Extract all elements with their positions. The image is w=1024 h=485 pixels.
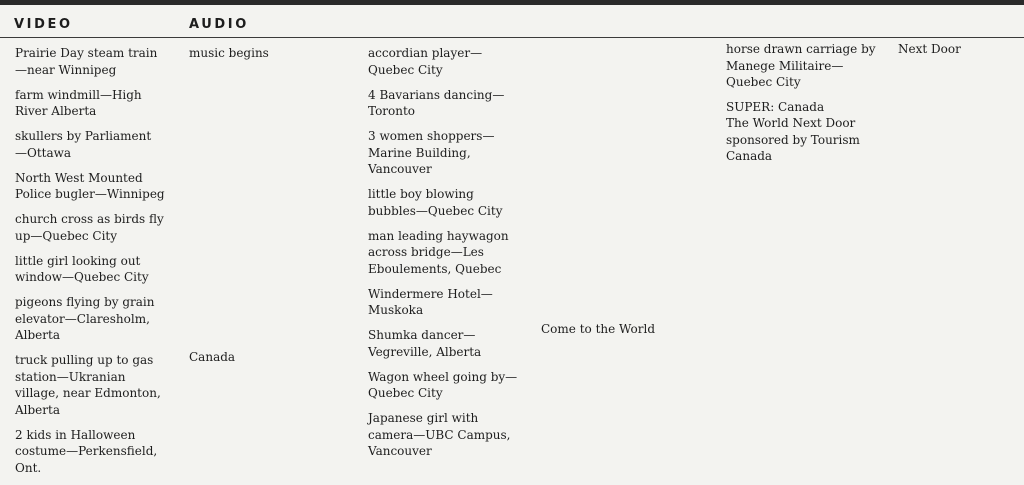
shot-line: up—Quebec City [15,228,118,243]
shot-line: farm windmill—High [15,87,142,102]
shot-line: camera—UBC Campus, [368,427,511,442]
shot-line: SUPER: Canada [726,99,825,114]
shot-line: Ont. [15,460,42,475]
shot-line: across bridge—Les [368,245,484,259]
shot-line: truck pulling up to gas [15,353,154,367]
shot-description [15,45,180,78]
shot-line: little boy blowing [368,187,474,201]
shot-line: North West Mounted [15,170,143,185]
shot-description [726,41,891,91]
shot-line: Quebec City [368,386,443,400]
shot-line: bubbles—Quebec City [368,203,503,218]
video-column-1 [15,45,180,485]
shot-line: man leading haywagon [368,228,509,243]
shot-line: Muskoka [368,303,424,317]
shot-line: Quebec City [368,62,443,77]
shot-line: costume—Perkensfield, [15,444,158,458]
shot-line: village, near Edmonton, [15,386,161,400]
top-rule [0,0,1024,5]
shot-line: Toronto [368,104,416,118]
audio-cue-next-door: Next Door [898,42,961,56]
shot-line: Eboulements, Quebec [368,261,502,276]
audio-cue-canada: Canada [189,350,236,364]
shot-description [368,228,533,278]
shot-description [368,186,533,219]
shot-line: Vancouver [368,444,432,458]
shot-line: —near Winnipeg [15,62,117,77]
shot-line: —Ottawa [15,145,72,160]
shot-description [368,369,533,402]
video-column-3 [726,41,891,173]
shot-description [368,327,533,360]
shot-line: Japanese girl with [368,411,479,425]
video-column-2 [368,45,533,468]
shot-description [15,294,180,344]
shot-line: The World Next Door [726,116,856,130]
shot-line: window—Quebec City [15,270,149,284]
shot-line: Vegreville, Alberta [368,344,482,359]
audio-cue-come-to-the-world: Come to the World [541,322,656,336]
shot-description [726,99,891,165]
shot-description [368,128,533,178]
shot-description [368,410,533,460]
shot-line: Police bugler—Winnipeg [15,187,165,201]
shot-line: Vancouver [368,162,432,176]
shot-description [15,253,180,286]
shot-line: 3 women shoppers— [368,129,495,143]
shot-line: Wagon wheel going by— [368,369,518,384]
video-header: VIDEO [14,17,73,32]
shot-line: church cross as birds fly [15,212,164,226]
shot-line: sponsored by Tourism [726,132,860,147]
shot-line: 4 Bavarians dancing— [368,87,505,102]
shot-line: 2 kids in Halloween [15,427,136,442]
shot-line: River Alberta [15,104,97,118]
shot-description [15,211,180,244]
shot-description [15,170,180,203]
shot-description [15,128,180,161]
shot-line: Prairie Day steam train [15,46,158,60]
shot-line: pigeons flying by grain [15,295,155,309]
shot-line: Canada [726,149,773,163]
shot-line: Shumka dancer— [368,328,476,342]
shot-description [15,427,180,477]
shot-line: elevator—Claresholm, [15,311,150,326]
shot-description [15,87,180,120]
shot-line: Alberta [15,328,60,342]
shot-line: Manege Militaire— [726,58,844,73]
audio-cue-music-begins: music begins [189,46,269,60]
shot-line: skullers by Parliament [15,129,152,143]
header-divider [0,37,1024,38]
shot-line: horse drawn carriage by [726,42,876,56]
shot-description [368,286,533,319]
shot-line: little girl looking out [15,253,141,268]
shot-line: Marine Building, [368,145,471,160]
shot-description [368,45,533,78]
shot-description [15,352,180,418]
shot-line: Alberta [15,402,60,417]
shot-description [368,87,533,120]
shot-line: Windermere Hotel— [368,286,493,301]
audio-header: AUDIO [189,17,249,32]
shot-line: station—Ukranian [15,369,126,384]
shot-line: accordian player— [368,46,483,60]
shot-line: Quebec City [726,75,801,89]
